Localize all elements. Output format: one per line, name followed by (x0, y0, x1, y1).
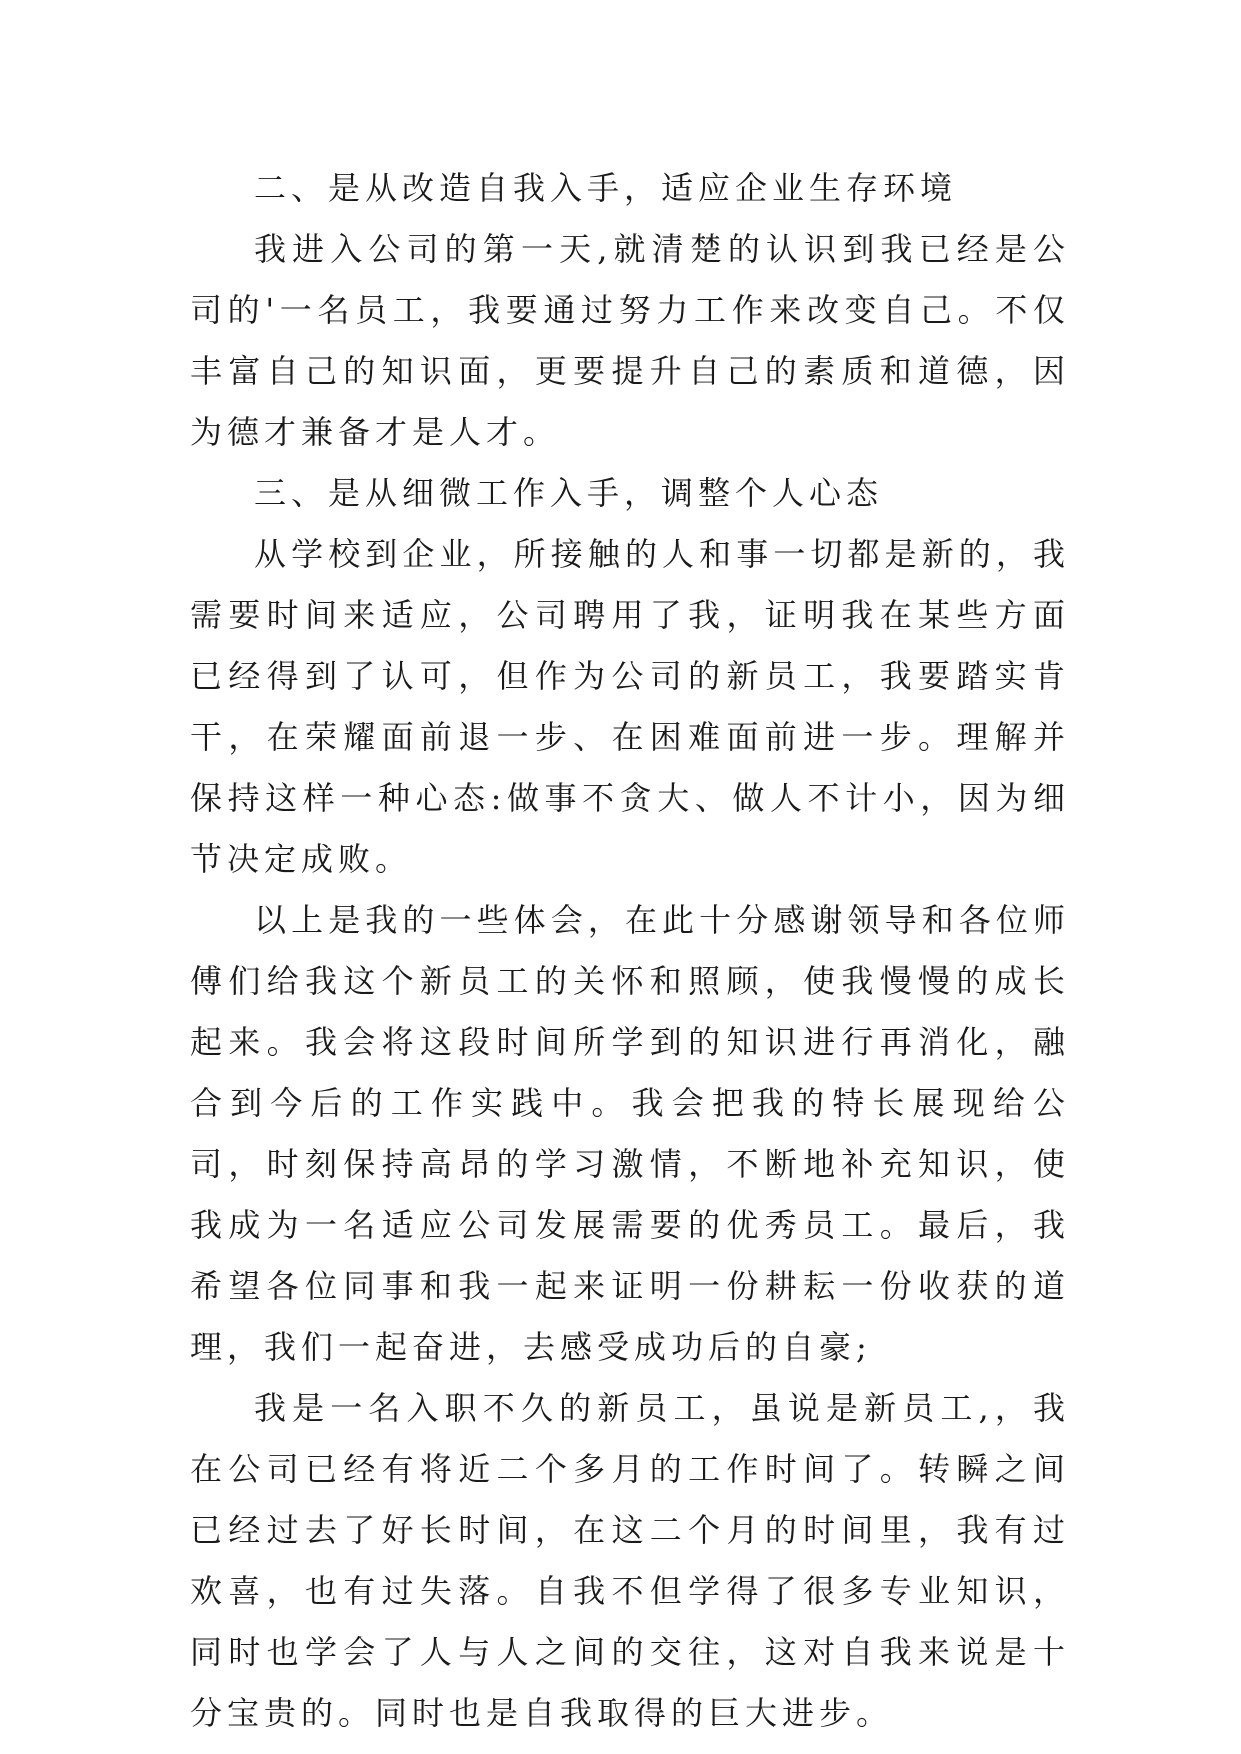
heading-adapt-environment: 二、是从改造自我入手，适应企业生存环境 (254, 169, 958, 207)
paragraph-new-employee: 我是一名入职不久的新员工，虽说是新员工,，我在公司已经有将近二个多月的工作时间了。转瞬之间已经过去了好长时间，在这二个月的时间里，我有过欢喜，也有过失落。自我不但学得了很多专业知识，同时也学会了人与人之间的交往，这对自我来说是十分宝贵的。同时也是自我取得的巨大进步。 (190, 1389, 1070, 1732)
paragraph-gratitude: 以上是我的一些体会，在此十分感谢领导和各位师傅们给我这个新员工的关怀和照顾，使我慢慢的成长起来。我会将这段时间所学到的知识进行再消化，融合到今后的工作实践中。我会把我的特长展现给公司，时刻保持高昂的学习激情，不断地补充知识，使我成为一名适应公司发展需要的优秀员工。最后，我希望各位同事和我一起来证明一份耕耘一份收获的道理，我们一起奋进，去感受成功后的自豪; (190, 901, 1070, 1366)
paragraph-first-day: 我进入公司的第一天,就清楚的认识到我已经是公司的'一名员工，我要通过努力工作来改变自己。不仅丰富自己的知识面，更要提升自己的素质和道德，因为德才兼备才是人才。 (190, 230, 1070, 451)
document-body (190, 158, 1070, 1744)
heading-adjust-mindset: 三、是从细微工作入手，调整个人心态 (254, 474, 884, 512)
paragraph-school-to-enterprise: 从学校到企业，所接触的人和事一切都是新的，我需要时间来适应，公司聘用了我，证明我在某些方面已经得到了认可，但作为公司的新员工，我要踏实肯干，在荣耀面前退一步、在困难面前进一步。理解并保持这样一种心态:做事不贪大、做人不计小，因为细节决定成败。 (190, 535, 1070, 878)
